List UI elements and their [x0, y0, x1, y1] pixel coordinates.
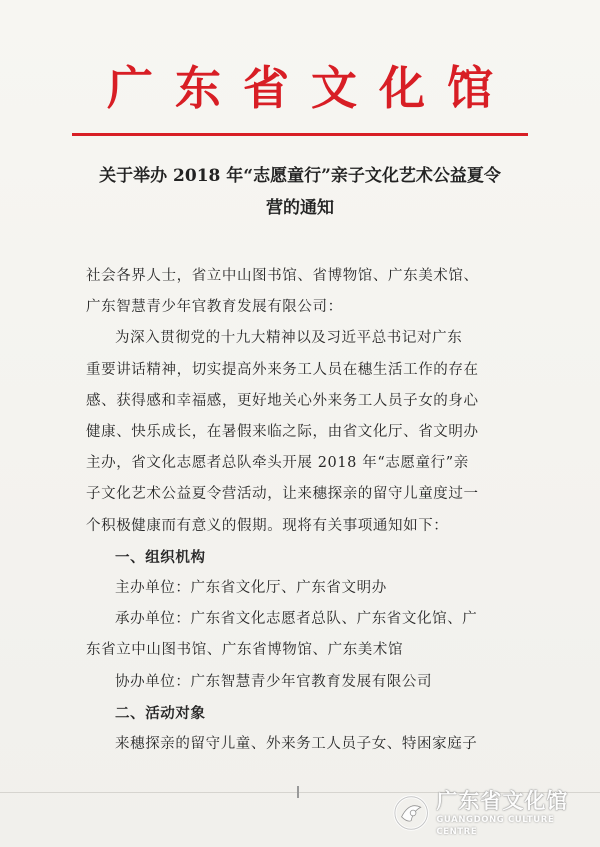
organizer-units-line-2: 东省立中山图书馆、广东省博物馆、广东美术馆	[86, 642, 404, 659]
watermark-english: GUANGDONG CULTURE CENTRE	[436, 815, 555, 837]
section-heading-organization: 一、组织机构	[115, 548, 206, 566]
watermark-chinese: 广东省文化馆	[436, 789, 569, 813]
document-title	[70, 160, 530, 224]
body-line: 重要讲话精神，切实提高外来务工人员在穗生活工作的存在	[86, 361, 479, 378]
culture-centre-logo-icon	[392, 793, 430, 833]
body-line: 感、获得感和幸福感，更好地关心外来务工人员子女的身心	[86, 392, 479, 409]
host-units: 主办单位：广东省文化厅、广东省文明办	[115, 580, 387, 597]
body-line: 子文化艺术公益夏令营活动，让来穗探亲的留守儿童度过一	[86, 486, 479, 503]
body-line: 健康、快乐成长，在暑假来临之际，由省文化厅、省文明办	[86, 424, 479, 441]
target-audience: 来穗探亲的留守儿童、外来务工人员子女、特困家庭子	[115, 736, 478, 753]
red-masthead: 广东省文化馆	[107, 61, 515, 115]
section-heading-target: 二、活动对象	[115, 704, 206, 722]
masthead-rule	[72, 133, 528, 136]
watermark	[392, 788, 592, 838]
co-organizer-units: 协办单位：广东智慧青少年官教育发展有限公司	[115, 673, 433, 690]
body-line: 主办，省文化志愿者总队牵头开展 2018 年“志愿童行”亲	[86, 455, 469, 472]
salutation-line-1: 社会各界人士，省立中山图书馆、省博物馆、广东美术馆、	[86, 268, 479, 284]
title-line-2: 营的通知	[266, 198, 334, 218]
salutation-line-2: 广东智慧青少年官教育发展有限公司：	[86, 299, 343, 316]
document-body	[86, 261, 516, 760]
body-line: 为深入贯彻党的十九大精神以及习近平总书记对广东	[115, 330, 463, 347]
organizer-units-line-1: 承办单位：广东省文化志愿者总队、广东省文化馆、广	[115, 611, 478, 628]
title-line-1: 关于举办 2018 年“志愿童行”亲子文化艺术公益夏令	[99, 166, 501, 186]
body-line: 个积极健康而有意义的假期。现将有关事项通知如下：	[86, 517, 449, 534]
page-mark	[297, 786, 299, 798]
